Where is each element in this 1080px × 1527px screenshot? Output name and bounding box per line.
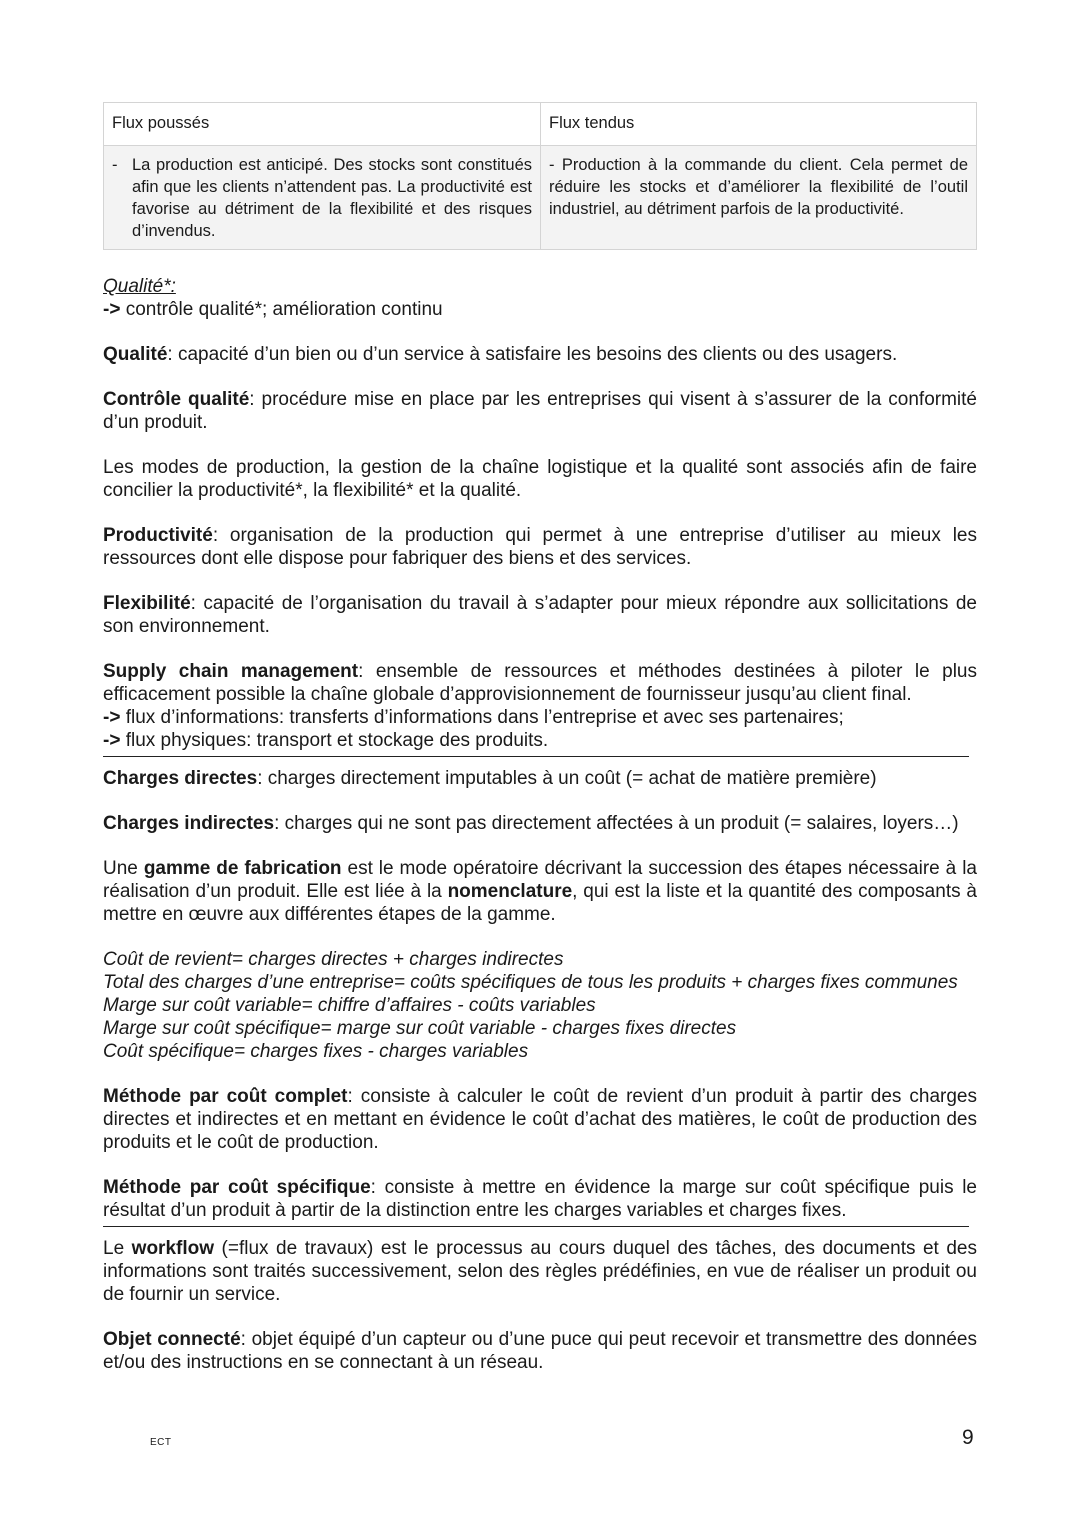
formula-list: [103, 948, 977, 1063]
qualite-heading: Qualité*:: [103, 276, 176, 297]
cell-flux-pousses: [104, 146, 541, 250]
header-flux-pousses: Flux poussés: [104, 103, 541, 146]
definition-charges-indirectes: Charges indirectes: charges qui ne sont pas directement affectées à un produit (= salaires, loyers…): [103, 813, 959, 834]
formula-item: Marge sur coût variable= chiffre d’affaires - coûts variables: [103, 995, 596, 1016]
definition-cout-complet: Méthode par coût complet: consiste à calculer le coût de revient d’un produit à partir des charges directes et indirectes et en mettant en évidence le coût d’achat des matières, le coût de production des produits et le coût de production.: [103, 1086, 977, 1153]
definition-cout-specifique: Méthode par coût spécifique: consiste à mettre en évidence la marge sur coût spécifique puis le résultat d’un produit à partir de la distinction entre les charges variables et charges fixes.: [103, 1177, 977, 1221]
document-body: [103, 275, 977, 1374]
formula-item: Total des charges d’une entreprise= coûts spécifiques de tous les produits + charges fixes communes: [103, 972, 958, 993]
definition-workflow: Le workflow (=flux de travaux) est le processus au cours duquel des tâches, des documents et des informations sont traités successivement, selon des règles prédéfinies, en vue de réaliser un produit ou de fournir un service.: [103, 1238, 978, 1305]
definition-objet-connecte: Objet connecté: objet équipé d’un capteur ou d’une puce qui peut recevoir et transmettre des données et/ou des instructions en se connectant à un réseau.: [103, 1329, 977, 1373]
arrow-marker: ->: [103, 299, 121, 320]
formula-item: Coût spécifique= charges fixes - charges variables: [103, 1041, 529, 1062]
flux-comparison-table: [103, 102, 977, 250]
definition-productivite: Productivité: organisation de la production qui permet à une entreprise d’utiliser au mieux les ressources dont elle dispose pour fabriquer des biens et des services.: [103, 525, 977, 569]
section-divider: [103, 1226, 969, 1227]
definition-qualite: Qualité: capacité d’un bien ou d’un service à satisfaire les besoins des clients ou des usagers.: [103, 344, 898, 365]
definition-supply-chain: Supply chain management: ensemble de ressources et méthodes destinées à piloter le plus efficacement possible la chaîne globale d’approvisionnement de fournisseur jusqu’au client final.: [103, 661, 977, 705]
dash-bullet: -: [112, 156, 118, 174]
header-flux-tendus: Flux tendus: [541, 103, 977, 146]
paragraph-modes-production: Les modes de production, la gestion de la chaîne logistique et la qualité sont associés afin de faire concilier la productivité*, la flexibilité* et la qualité.: [103, 457, 977, 501]
paragraph-gamme-fabrication: Une gamme de fabrication est le mode opératoire décrivant la succession des étapes nécessaire à la réalisation d’un produit. Elle est liée à la nomenclature, qui est la liste et la quantité des composants à mettre en œuvre aux différentes étapes de la gamme.: [103, 858, 978, 925]
definition-controle-qualite: Contrôle qualité: procédure mise en place par les entreprises qui visent à s’assurer de la conformité d’un produit.: [103, 389, 977, 433]
table-header-row: [104, 103, 977, 146]
document-page: [103, 102, 977, 1374]
flux-pousses-text: La production est anticipé. Des stocks sont constitués afin que les clients n’attendent pas. La productivité est favorise au détriment de la flexibilité et des risques d’invendus.: [132, 156, 532, 240]
cell-flux-tendus: - Production à la commande du client. Cela permet de réduire les stocks et d’améliorer la flexibilité de l’outil industriel, au détriment parfois de la productivité.: [541, 146, 977, 250]
footer-label: ECT: [150, 1437, 172, 1448]
formula-item: Coût de revient= charges directes + charges indirectes: [103, 949, 564, 970]
table-row: [104, 146, 977, 250]
supply-flux-physiques: -> flux physiques: transport et stockage des produits.: [103, 730, 549, 751]
definition-charges-directes: Charges directes: charges directement imputables à un coût (= achat de matière première): [103, 768, 877, 789]
page-number: 9: [962, 1426, 974, 1449]
formula-item: Marge sur coût spécifique= marge sur coût variable - charges fixes directes: [103, 1018, 737, 1039]
qualite-arrow-text: contrôle qualité*; amélioration continu: [120, 299, 443, 320]
definition-flexibilite: Flexibilité: capacité de l’organisation du travail à s’adapter pour mieux répondre aux sollicitations de son environnement.: [103, 593, 977, 637]
supply-flux-informations: -> flux d’informations: transferts d’informations dans l’entreprise et avec ses partenaires;: [103, 707, 844, 728]
section-divider: [103, 756, 969, 757]
